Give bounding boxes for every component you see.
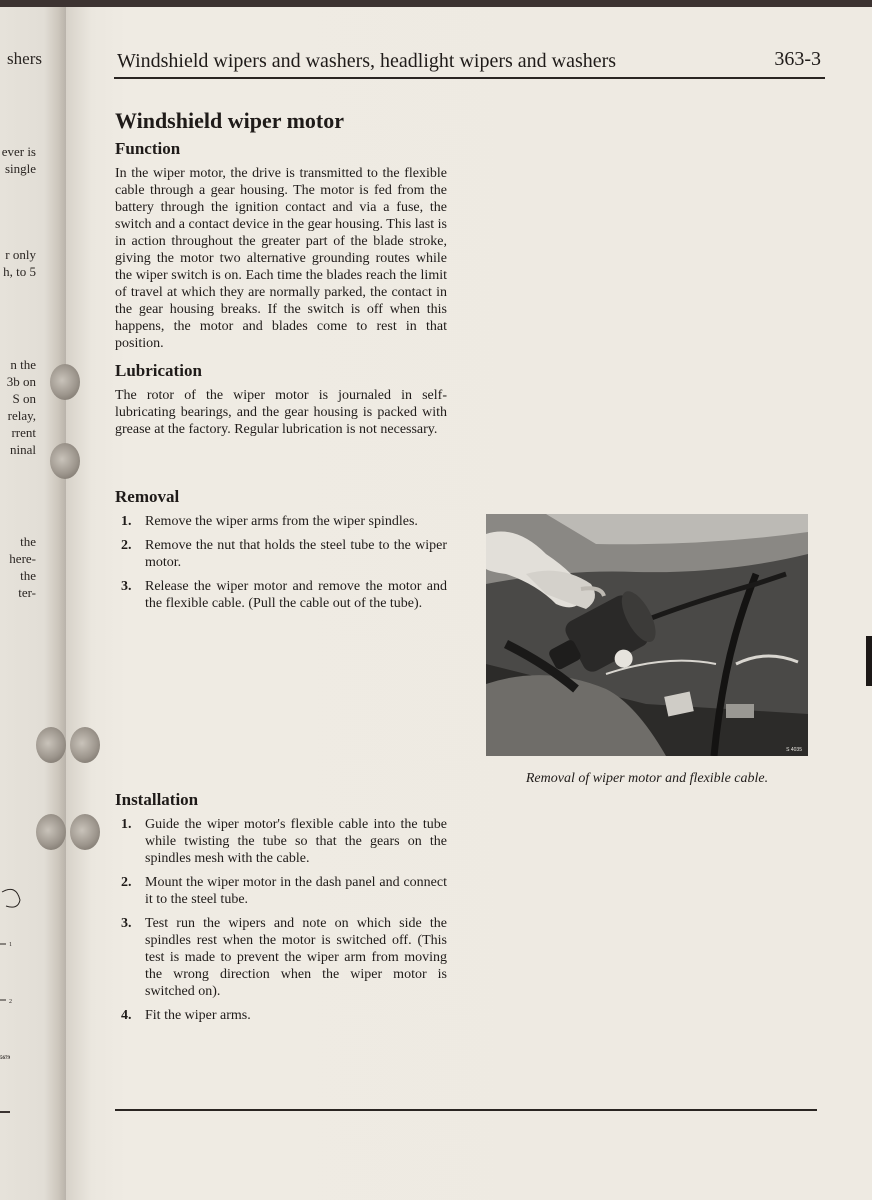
page-number: 363-3 <box>774 48 821 70</box>
left-page-header-fragment: shers <box>7 49 42 68</box>
header-rule <box>114 77 825 79</box>
lubrication-section <box>115 361 447 438</box>
step-number: 2. <box>121 538 132 553</box>
left-page-text-fragment: single <box>4 161 36 176</box>
binder-hole <box>36 727 66 763</box>
step-text: Fit the wiper arms. <box>145 1008 251 1023</box>
left-page-text-fragment: ter- <box>18 585 36 600</box>
removal-section <box>115 487 447 612</box>
step-number: 4. <box>121 1008 132 1023</box>
left-page-text-fragment: relay, <box>7 408 36 423</box>
binder-hole <box>70 814 100 850</box>
binder-hole <box>50 443 80 479</box>
binder-hole <box>36 814 66 850</box>
step-number: 3. <box>121 579 132 594</box>
lubrication-paragraph: The rotor of the wiper motor is journaled in self-lubricating bearings, and the gear housing is packed with grease at the factory. Regular lubrication is not necessary. <box>115 388 447 437</box>
removal-step <box>115 513 447 530</box>
installation-step <box>115 915 447 1000</box>
step-text: Release the wiper motor and remove the motor and the flexible cable. (Pull the cable out of the tube). <box>145 579 447 611</box>
section-title: Windshield wiper motor <box>115 108 344 133</box>
step-number: 1. <box>121 514 132 529</box>
left-page-text-fragment: ninal <box>10 442 36 457</box>
left-page-text-fragment: n the <box>10 357 36 372</box>
removal-steps <box>115 513 447 612</box>
page-edge-marker <box>866 636 872 686</box>
function-heading: Function <box>115 139 181 158</box>
installation-steps <box>115 816 447 1024</box>
removal-heading: Removal <box>115 487 180 506</box>
left-page-text-fragment: ever is <box>1 144 36 159</box>
left-page-text-fragment: here- <box>9 551 36 566</box>
lubrication-heading: Lubrication <box>115 361 202 380</box>
running-header-title: Windshield wipers and washers, headlight wipers and washers <box>117 50 617 72</box>
figure-label-1: 1 <box>9 942 12 948</box>
engine-bay-illustration <box>486 514 808 756</box>
figure-number: 5679 <box>0 1056 10 1061</box>
function-paragraph: In the wiper motor, the drive is transmitted to the flexible cable through a gear housing. The motor is fed from the battery through the ignition contact and via a fuse, the switch and a contact device in the gear housing. This last is in action throughout the greater part of the blade stroke, giving the motor two alternative grounding routes while the wiper switch is on. Each time the blades reach the limit of travel at which they are normally parked, the contact in the gear housing breaks. If the switch is off when this happens, the motor and blades come to rest in that position. <box>115 166 447 351</box>
left-page-footer-rule <box>0 1111 10 1113</box>
wiper-motor-photo <box>486 514 808 756</box>
left-page-text-fragment: h, to 5 <box>3 264 36 279</box>
figure-caption: Removal of wiper motor and flexible cable. <box>525 771 769 786</box>
figure-label-2: 2 <box>9 999 12 1005</box>
photo-reference-code: S 4035 <box>786 747 802 753</box>
left-page-text-fragment: 3b on <box>6 374 36 389</box>
left-page-text-fragment: rrent <box>11 425 36 440</box>
binder-hole <box>50 364 80 400</box>
left-page-text-fragment: the <box>20 534 36 549</box>
installation-step <box>115 816 447 867</box>
installation-step <box>115 1007 447 1024</box>
removal-step <box>115 578 447 612</box>
installation-section <box>115 790 447 1024</box>
step-text: Test run the wipers and note on which side the spindles rest when the motor is switched off. (This test is made to prevent the wiper arm from moving the wrong direction when the wiper motor is switched on). <box>145 916 447 999</box>
installation-heading: Installation <box>115 790 199 809</box>
left-page-text-fragment: S on <box>12 391 36 406</box>
step-text: Remove the wiper arms from the wiper spindles. <box>145 514 418 529</box>
installation-step <box>115 874 447 908</box>
step-number: 2. <box>121 875 132 890</box>
removal-step <box>115 537 447 571</box>
step-text: Remove the nut that holds the steel tube to the wiper motor. <box>145 538 447 570</box>
step-text: Guide the wiper motor's flexible cable into the tube while twisting the tube so that the gears on the spindles mesh with the cable. <box>145 817 447 866</box>
left-page-edge <box>0 7 66 1200</box>
binder-hole <box>70 727 100 763</box>
left-page-figure-fragment <box>0 882 30 1012</box>
step-number: 1. <box>121 817 132 832</box>
scan-edge-band <box>0 0 872 7</box>
step-text: Mount the wiper motor in the dash panel and connect it to the steel tube. <box>145 875 447 907</box>
left-page-text-fragment: r only <box>5 247 36 262</box>
step-number: 3. <box>121 916 132 931</box>
footer-rule <box>115 1109 817 1111</box>
function-section <box>115 108 447 352</box>
left-page-text-fragment: the <box>20 568 36 583</box>
